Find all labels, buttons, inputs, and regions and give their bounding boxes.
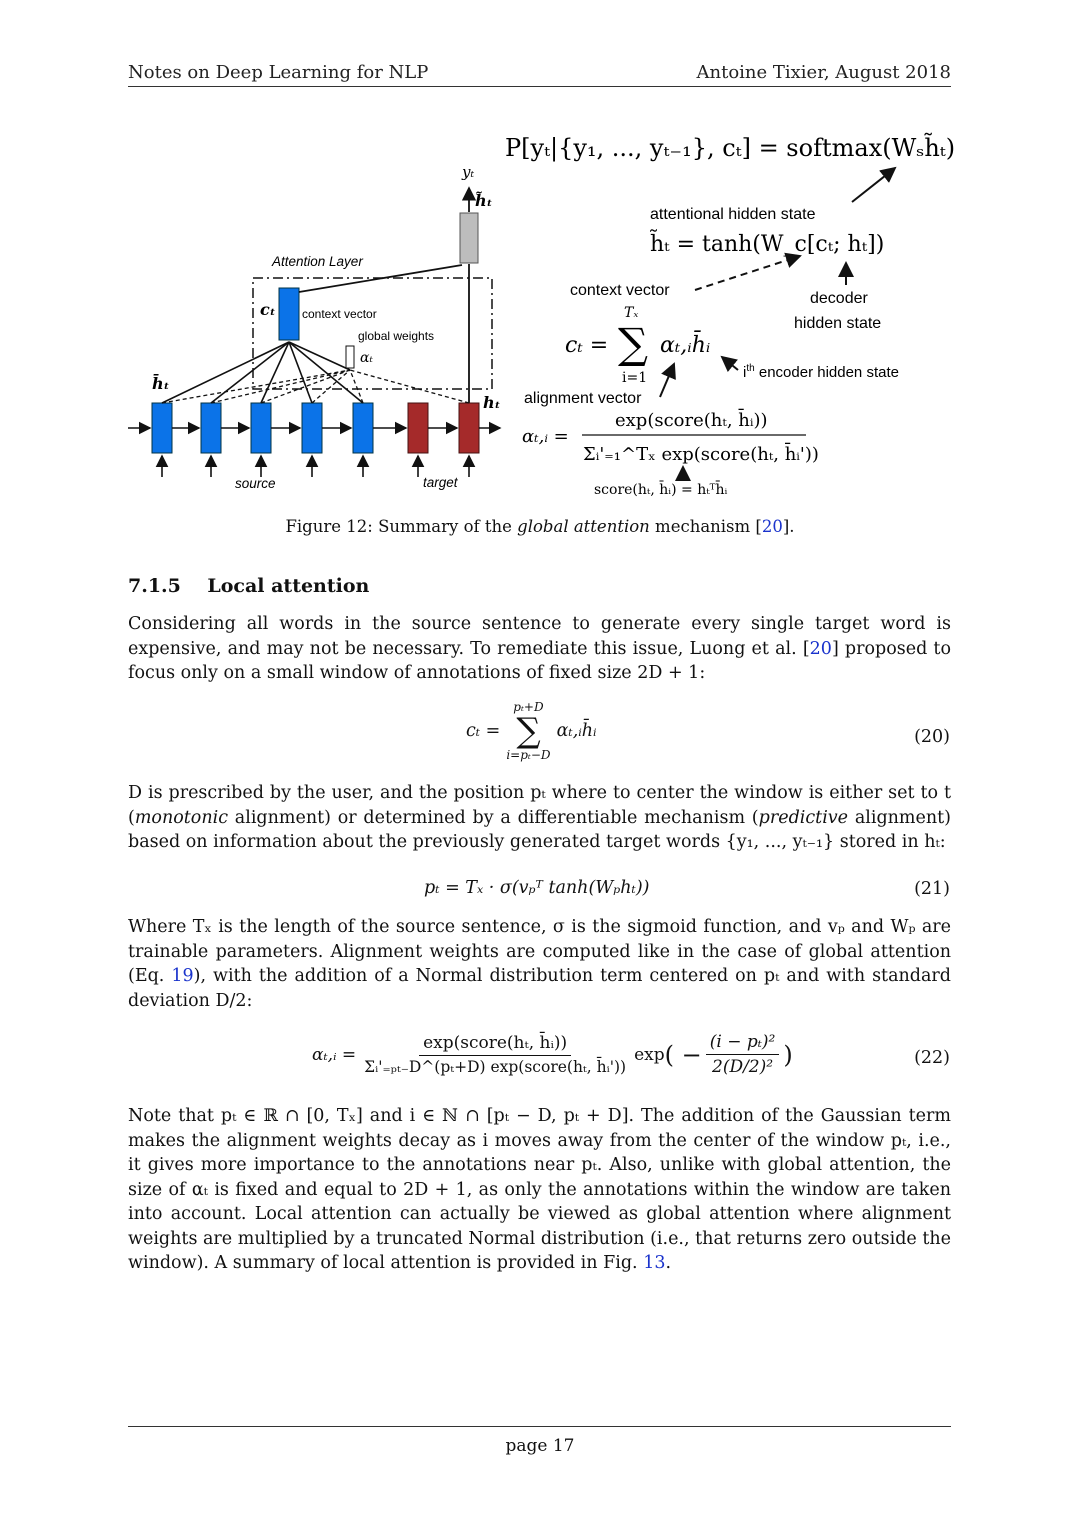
section-heading: 7.1.5 Local attention [128,575,370,597]
equation-21-number: (21) [914,879,950,899]
attentional-state-box [460,213,478,263]
alignment-label: alignment vector [524,390,642,407]
ct-formula-top: Tₓ [624,305,639,321]
alpha-lhs: αₜ,ᵢ = [522,426,569,447]
diagram-source: source [235,476,276,491]
header-right: Antoine Tixier, August 2018 [696,62,951,83]
figure-ref-link[interactable]: 13 [643,1253,666,1273]
equation-22: αₜ,ᵢ = $\frac{\text{exp(score(hₜ, h̄ᵢ))}}{\text{Σᵢ'₌ₚₜ₋D\textasciicircum{}(pₜ+D) exp(score(hₜ, h̄ᵢ'))}}$ exp ( − $\frac{\text{(i − pₜ)²}}{\text{2(D/2)²}}$ ) [312,1032,793,1077]
header-left: Notes on Deep Learning for NLP [128,62,429,83]
encoder-arrow [722,357,738,370]
equation-ref-link[interactable]: 19 [171,966,194,986]
paragraph-4: Note that pₜ ∈ ℝ ∩ [0, Tₓ] and i ∈ ℕ ∩ [pₜ − D, pₜ + D]. The addition of the Gaussian term makes the alignment weights decay as i moves away from the center of the window pₜ, i.e., it gives more importance to the annotations near pₜ. Also, unlike with global attention, the size of αₜ is fixed and equal to 2D + 1, as only the annotations within the window are taken into account. Local attention can actually be viewed as global attention where alignment weights are multiplied by a truncated Normal distribution (i.e., that returns zero outside the window). A summary of local attention is provided in Fig. 13. [128,1106,951,1273]
alpha-den: Σᵢ'₌₁^Tₓ exp(score(hₜ, h̄ᵢ')) [583,444,819,465]
diagram-ht-tilde: h̃ₜ [475,191,493,210]
diagram-alpha-t: αₜ [360,350,373,366]
ct-sum-sign: ∑ [618,319,648,368]
diagram-h-bar-t: h̄ₜ [152,374,170,393]
ct-formula-term: αₜ,ᵢh̄ᵢ [660,333,711,358]
header-rule [128,86,951,87]
citation-link[interactable]: 20 [809,638,832,659]
context-vector-label: context vector [570,282,670,299]
equation-20-number: (20) [914,727,950,747]
encoder-decoder-sequence [128,342,500,477]
softmax-formula: P[yₜ|{y₁, ..., yₜ₋₁}, cₜ] = softmax(Wₛh̃ₜ) [505,134,956,162]
context-dashed-arrow [695,256,800,290]
decoder-label-2: hidden state [794,315,882,332]
paragraph-1: Considering all words in the source sentence to generate every single target word is expensive, and may not be necessary. To remediate this issue, Luong et al. [20] proposed to focus only on a small window of annotations of fixed size 2D + 1: [128,614,951,683]
attentional-formula: h̃ₜ = tanh(W_c[cₜ; hₜ]) [650,232,885,257]
global-weights-box [346,346,354,368]
diagram-yt: yₜ [462,163,475,181]
paragraph-3: Where Tₓ is the length of the source sentence, σ is the sigmoid function, and vₚ and Wₚ are trainable parameters. Alignment weights are computed like in the case of global attention (Eq. 19), with the addition of a Normal distribution term centered on pₜ and with standard deviation D/2: [128,917,951,1011]
equation-20: cₜ = pₜ+D ∑ i=pₜ−D αₜ,ᵢh̄ᵢ [466,700,597,762]
score-formula: score(hₜ, h̄ᵢ) = hₜᵀh̄ᵢ [594,482,728,498]
equation-22-number: (22) [914,1048,950,1068]
softmax-arrow [852,168,895,202]
equation-21: pₜ = Tₓ · σ(vₚᵀ tanh(Wₚhₜ)) [424,878,650,898]
context-vector-box [279,288,299,340]
decoder-label-1: decoder [810,290,868,307]
alpha-num: exp(score(hₜ, h̄ᵢ)) [615,410,768,431]
global-attention-figure [0,120,1080,510]
paragraph-2: D is prescribed by the user, and the position pₜ where to center the window is either set to t (monotonic alignment) or determined by a differentiable mechanism (predictive alignment) based on information about the previously generated target words {y₁, ..., yₜ₋₁} stored in hₜ: [128,783,951,852]
encoder-label: $i^{th}$ encoder hidden state [743,363,899,381]
diagram-ct: cₜ [260,300,276,319]
diagram-target: target [423,475,458,490]
diagram-context-vector: context vector [302,307,377,321]
figure-caption: Figure 12: Summary of the global attention mechanism [20]. [285,517,795,536]
caption-citation-link[interactable]: 20 [761,517,783,536]
alignment-arrow [660,364,674,397]
page-number: page 17 [505,1436,575,1456]
ct-formula-lhs: cₜ = [565,333,609,358]
diagram-global-weights: global weights [358,329,435,343]
footer-rule [128,1426,951,1427]
diagram-h-t: hₜ [483,393,501,412]
attentional-label: attentional hidden state [650,206,816,223]
ct-formula-bottom: i=1 [622,370,648,386]
attention-layer-label: Attention Layer [272,254,363,269]
